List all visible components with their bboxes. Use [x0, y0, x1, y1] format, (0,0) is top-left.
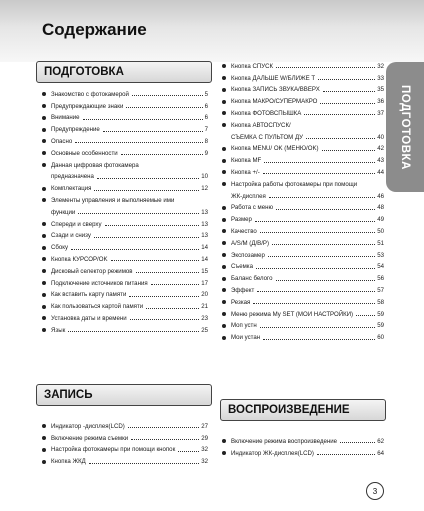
toc-entry[interactable]	[222, 200, 384, 212]
toc-entry-label: Моп устн	[231, 322, 257, 330]
toc-entry-label: Кнопка КУРСОР/OK	[51, 255, 108, 263]
toc-entry-label: Баланс белого	[231, 275, 273, 283]
dot-leader	[103, 131, 203, 132]
dot-leader	[178, 451, 199, 452]
toc-entry[interactable]	[42, 180, 208, 192]
dot-leader	[263, 173, 375, 174]
toc-entry-label: Знакомство с фотокамерой	[51, 90, 129, 98]
toc-entry-page: 46	[377, 192, 384, 200]
toc-entry-page: 21	[201, 303, 208, 311]
bullet-icon	[222, 76, 226, 80]
toc-entry[interactable]	[222, 247, 384, 259]
bullet-icon	[42, 460, 46, 464]
toc-entry-label: Спереди и сверху	[51, 220, 102, 228]
bullet-icon	[222, 265, 226, 269]
toc-entry-label: Сзади и снизу	[51, 232, 91, 240]
toc-entry-page: 6	[204, 102, 208, 110]
toc-entry-label: Установка даты и времени	[51, 314, 127, 322]
dot-leader	[131, 439, 199, 440]
toc-entry-label: Настройка фотокамеры при помощи кнопок	[51, 446, 176, 454]
toc-entry-page: 36	[377, 98, 384, 106]
bullet-icon	[42, 139, 46, 143]
bullet-icon	[42, 448, 46, 452]
dot-leader	[130, 319, 200, 320]
bullet-icon	[42, 163, 46, 167]
dot-leader	[111, 260, 200, 261]
bullet-icon	[222, 336, 226, 340]
dot-leader	[97, 178, 199, 179]
toc-entry-page: 32	[201, 458, 208, 466]
dot-leader	[306, 138, 375, 139]
toc-entry[interactable]	[42, 86, 208, 98]
toc-entry-page: 10	[201, 173, 208, 181]
bullet-icon	[222, 312, 226, 316]
dot-leader	[132, 95, 203, 96]
toc-entry-page: 8	[204, 137, 208, 145]
bullet-icon	[42, 424, 46, 428]
bullet-icon	[42, 151, 46, 155]
toc-entry-label: Кнопка ФОТОВСПЫШКА	[231, 109, 302, 117]
toc-entry-page: 64	[377, 449, 384, 457]
dot-leader	[136, 272, 200, 273]
toc-entry-page: 43	[377, 157, 384, 165]
toc-entry-label: Предупреждающие знаки	[51, 102, 124, 110]
dot-leader	[260, 232, 375, 233]
toc-list-playback	[222, 433, 384, 457]
toc-entry[interactable]	[42, 98, 208, 110]
bullet-icon	[42, 116, 46, 120]
toc-entry-page: 13	[201, 208, 208, 216]
dot-leader	[276, 209, 375, 210]
toc-entry-label: Кнопка ДАЛЬШЕ W/БЛИЖЕ T	[231, 74, 316, 82]
toc-entry-label: Кнопка СПУСК	[231, 62, 274, 70]
toc-entry-label: Включение режима съемки	[51, 434, 129, 442]
toc-entry[interactable]	[222, 294, 384, 306]
bullet-icon	[222, 229, 226, 233]
toc-entry-page: 59	[377, 310, 384, 318]
toc-entry-label: Экспозамер	[231, 251, 265, 259]
toc-entry-page: 53	[377, 251, 384, 259]
toc-entry-label: Кнопка АВТОСПУСК/	[231, 121, 291, 129]
toc-entry[interactable]	[222, 329, 384, 341]
bullet-icon	[42, 328, 46, 332]
toc-entry-label: Кнопка ЗАПИСЬ ЗВУКА/ВВЕРХ	[231, 86, 320, 94]
bullet-icon	[42, 92, 46, 96]
section-heading-record: ЗАПИСЬ	[36, 384, 212, 406]
dot-leader	[78, 213, 199, 214]
toc-entry-page: 44	[377, 168, 384, 176]
dot-leader	[105, 225, 200, 226]
toc-entry-page: 27	[201, 422, 208, 430]
toc-entry-page: 33	[377, 74, 384, 82]
bullet-icon	[42, 222, 46, 226]
bullet-icon	[42, 293, 46, 297]
dot-leader	[253, 303, 375, 304]
bullet-icon	[222, 159, 226, 163]
toc-entry[interactable]	[222, 445, 384, 457]
toc-entry[interactable]	[42, 204, 208, 216]
toc-entry[interactable]	[42, 430, 208, 442]
toc-entry-page: 35	[377, 86, 384, 94]
bullet-icon	[42, 305, 46, 309]
bullet-icon	[222, 439, 226, 443]
toc-entry-label: Как пользоваться картой памяти	[51, 303, 144, 311]
toc-entry[interactable]	[222, 270, 384, 282]
toc-entry-page: 15	[201, 267, 208, 275]
toc-entry-label: Кнопка +/-	[231, 168, 260, 176]
page-title: Содержание	[42, 20, 147, 39]
toc-entry-page: 6	[204, 114, 208, 122]
dot-leader	[263, 339, 375, 340]
section-heading-playback: ВОСПРОИЗВЕДЕНИЕ	[220, 399, 386, 421]
toc-entry-page: 51	[377, 239, 384, 247]
toc-entry-label: Кнопка МАКРО/СУПЕРМАКРО	[231, 98, 318, 106]
toc-entry-page: 57	[377, 286, 384, 294]
toc-entry-label: ЖК-дисплея	[231, 192, 266, 200]
toc-entry-label: Индикатор ЖК-дисплея(LCD)	[231, 449, 314, 457]
toc-entry-page: 58	[377, 298, 384, 306]
bullet-icon	[42, 316, 46, 320]
bullet-icon	[222, 64, 226, 68]
bullet-icon	[222, 253, 226, 257]
toc-entry-page: 59	[377, 322, 384, 330]
toc-entry-label: Мои устан	[231, 334, 261, 342]
toc-entry-label: Комплектация	[51, 185, 92, 193]
toc-entry-label: Резкая	[231, 298, 251, 306]
toc-entry-page: 7	[204, 126, 208, 134]
dot-leader	[128, 427, 199, 428]
toc-entry[interactable]	[42, 145, 208, 157]
toc-entry[interactable]	[222, 306, 384, 318]
toc-entry[interactable]	[222, 235, 384, 247]
bullet-icon	[222, 147, 226, 151]
toc-entry[interactable]	[42, 216, 208, 228]
bullet-icon	[222, 288, 226, 292]
toc-entry-page: 13	[201, 220, 208, 228]
toc-entry-page: 14	[201, 244, 208, 252]
toc-entry[interactable]	[222, 129, 384, 141]
dot-leader	[255, 221, 375, 222]
toc-entry-page: 37	[377, 109, 384, 117]
toc-entry-page: 25	[201, 326, 208, 334]
bullet-icon	[42, 234, 46, 238]
side-tab-label: ПОДГОТОВКА	[399, 84, 411, 170]
dot-leader	[320, 103, 375, 104]
toc-entry-label: Кнопка MF	[231, 157, 262, 165]
toc-entry[interactable]	[222, 259, 384, 271]
dot-leader	[318, 79, 375, 80]
toc-entry-label: Включение режима воспроизведение	[231, 437, 338, 445]
toc-entry-label: Индикатор -дисплея(LCD)	[51, 422, 125, 430]
dot-leader	[94, 237, 199, 238]
toc-entry-page: 13	[201, 232, 208, 240]
toc-entry-label: Съемка	[231, 263, 253, 271]
toc-entry[interactable]	[42, 322, 208, 334]
dot-leader	[264, 162, 375, 163]
dot-leader	[276, 280, 376, 281]
toc-entry-page: 20	[201, 291, 208, 299]
toc-entry[interactable]	[222, 188, 384, 200]
bullet-icon	[42, 281, 46, 285]
toc-entry[interactable]	[42, 453, 208, 465]
dot-leader	[83, 119, 203, 120]
bullet-icon	[42, 436, 46, 440]
toc-entry[interactable]	[42, 442, 208, 454]
dot-leader	[129, 296, 199, 297]
toc-entry-label: A/S/M (Д/В/Р)	[231, 239, 269, 247]
toc-entry-label: предназначена	[51, 173, 94, 181]
toc-entry[interactable]	[42, 298, 208, 310]
toc-entry-label: Качество	[231, 227, 257, 235]
bullet-icon	[222, 324, 226, 328]
toc-entry-label: Меню режима My SET (МОИ НАСТРОЙКИ)	[231, 310, 354, 318]
toc-entry-label: Размер	[231, 216, 252, 224]
toc-entry-page: 5	[204, 90, 208, 98]
bullet-icon	[42, 257, 46, 261]
bullet-icon	[222, 111, 226, 115]
dot-leader	[340, 442, 375, 443]
toc-entry[interactable]	[42, 121, 208, 133]
dot-leader	[146, 308, 199, 309]
dot-leader	[75, 142, 202, 143]
toc-entry[interactable]	[222, 117, 384, 129]
toc-entry[interactable]	[42, 110, 208, 122]
toc-list-record	[42, 418, 208, 465]
toc-entry[interactable]	[42, 133, 208, 145]
toc-entry-label: Основные особенности	[51, 149, 118, 157]
toc-entry[interactable]	[42, 287, 208, 299]
toc-entry[interactable]	[42, 275, 208, 287]
toc-entry-page: 32	[201, 446, 208, 454]
bullet-icon	[42, 128, 46, 132]
toc-entry-page: 9	[204, 149, 208, 157]
toc-entry-page: 48	[377, 204, 384, 212]
toc-entry[interactable]	[222, 176, 384, 188]
bullet-icon	[222, 300, 226, 304]
toc-entry[interactable]	[42, 192, 208, 204]
toc-entry-label: Работа с меню	[231, 204, 274, 212]
dot-leader	[126, 107, 202, 108]
bullet-icon	[42, 187, 46, 191]
toc-entry-label: Подключение источников питания	[51, 279, 148, 287]
toc-entry-label: Предупреждение	[51, 126, 100, 134]
dot-leader	[276, 67, 375, 68]
bullet-icon	[42, 104, 46, 108]
toc-entry[interactable]	[222, 105, 384, 117]
toc-list-prep	[42, 86, 208, 334]
toc-entry[interactable]	[222, 318, 384, 330]
toc-entry-label: Данная цифровая фотокамера	[51, 161, 139, 169]
dot-leader	[121, 154, 203, 155]
dot-leader	[272, 244, 375, 245]
toc-entry-page: 49	[377, 216, 384, 224]
bullet-icon	[42, 269, 46, 273]
dot-leader	[260, 327, 376, 328]
toc-entry-label: Кнопка MENU/ OK (МЕНЮ/OK)	[231, 145, 319, 153]
bullet-icon	[222, 218, 226, 222]
dot-leader	[269, 197, 375, 198]
bullet-icon	[222, 206, 226, 210]
toc-entry[interactable]	[42, 310, 208, 322]
toc-entry-page: 50	[377, 227, 384, 235]
dot-leader	[322, 150, 376, 151]
toc-entry-page: 62	[377, 437, 384, 445]
toc-entry[interactable]	[222, 58, 384, 70]
dot-leader	[356, 315, 375, 316]
toc-entry-label: Эффект	[231, 286, 255, 294]
toc-entry-page: 12	[201, 185, 208, 193]
toc-entry-label: Внимание	[51, 114, 80, 122]
toc-entry-label: Элементы управления и выполняемые ими	[51, 196, 175, 204]
toc-entry[interactable]	[42, 418, 208, 430]
toc-entry-page: 29	[201, 434, 208, 442]
toc-entry-label: Дисковый селектор режимов	[51, 267, 133, 275]
dot-leader	[323, 91, 375, 92]
dot-leader	[256, 268, 375, 269]
toc-entry[interactable]	[222, 152, 384, 164]
toc-entry[interactable]	[42, 228, 208, 240]
toc-entry[interactable]	[42, 251, 208, 263]
toc-entry-page: 40	[377, 133, 384, 141]
dot-leader	[268, 256, 375, 257]
dot-leader	[151, 284, 200, 285]
bullet-icon	[222, 277, 226, 281]
bullet-icon	[222, 451, 226, 455]
toc-entry-label: Настройка работы фотокамеры при помощи	[231, 180, 358, 188]
page-number: 3	[366, 482, 384, 500]
toc-entry-label: Как вставить карту памяти	[51, 291, 127, 299]
toc-entry-page: 54	[377, 263, 384, 271]
dot-leader	[304, 114, 375, 115]
toc-entry-label: функции	[51, 208, 76, 216]
toc-entry[interactable]	[222, 282, 384, 294]
bullet-icon	[222, 241, 226, 245]
bullet-icon	[42, 246, 46, 250]
bullet-icon	[222, 182, 226, 186]
toc-entry-label: Сбоку	[51, 244, 69, 252]
section-heading-prep: ПОДГОТОВКА	[36, 61, 212, 83]
dot-leader	[68, 331, 199, 332]
bullet-icon	[222, 88, 226, 92]
toc-entry[interactable]	[222, 141, 384, 153]
toc-entry[interactable]	[222, 223, 384, 235]
toc-entry-page: 60	[377, 334, 384, 342]
bullet-icon	[42, 198, 46, 202]
dot-leader	[257, 291, 375, 292]
toc-entry-page: 23	[201, 314, 208, 322]
dot-leader	[94, 190, 199, 191]
toc-entry-page: 17	[201, 279, 208, 287]
toc-entry-label: СЪЕМКА С ПУЛЬТОМ ДУ	[231, 133, 304, 141]
toc-entry[interactable]	[42, 157, 208, 169]
dot-leader	[317, 454, 375, 455]
toc-list-record-continued	[222, 58, 384, 341]
dot-leader	[89, 463, 199, 464]
toc-entry-page: 56	[377, 275, 384, 283]
toc-entry[interactable]	[42, 169, 208, 181]
section-side-tab[interactable]	[386, 62, 424, 192]
bullet-icon	[222, 170, 226, 174]
toc-entry[interactable]	[222, 433, 384, 445]
toc-entry[interactable]	[222, 211, 384, 223]
toc-entry[interactable]	[222, 82, 384, 94]
toc-entry[interactable]	[42, 263, 208, 275]
toc-entry-label: Язык	[51, 326, 66, 334]
bullet-icon	[222, 123, 226, 127]
dot-leader	[71, 249, 199, 250]
toc-entry-page: 42	[377, 145, 384, 153]
toc-entry-page: 14	[201, 255, 208, 263]
toc-entry[interactable]	[222, 93, 384, 105]
toc-entry-label: Кнопка ЖКД	[51, 458, 86, 466]
toc-entry[interactable]	[42, 239, 208, 251]
toc-entry-page: 32	[377, 62, 384, 70]
bullet-icon	[222, 100, 226, 104]
toc-entry[interactable]	[222, 70, 384, 82]
toc-entry[interactable]	[222, 164, 384, 176]
toc-entry-label: Опасно	[51, 137, 73, 145]
